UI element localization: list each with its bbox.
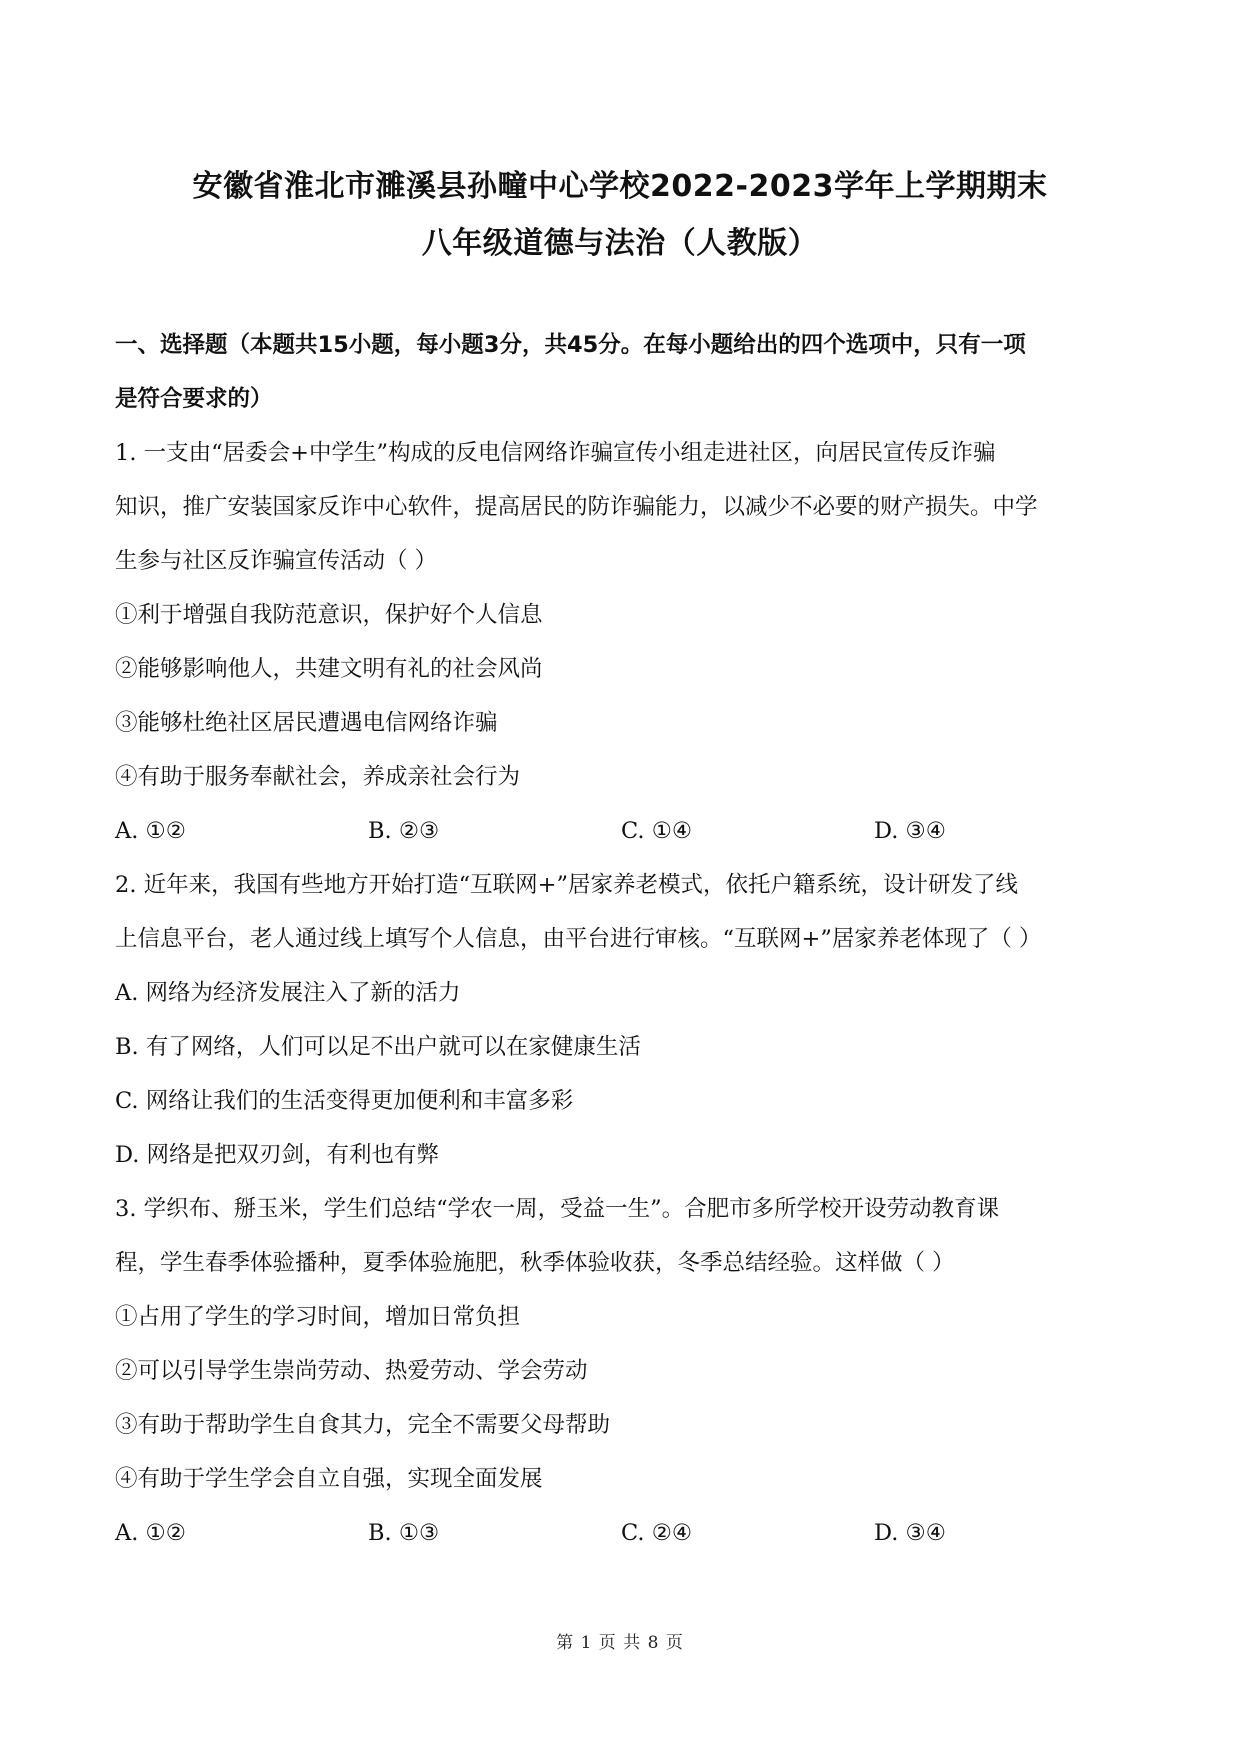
- title-line-1: 安徽省淮北市濉溪县孙疃中心学校2022-2023学年上学期期末: [192, 169, 1048, 204]
- question-1-stem-line: 生参与社区反诈骗宣传活动（ ）: [115, 548, 438, 574]
- title-line-2: 八年级道德与法治（人教版）: [421, 226, 819, 261]
- exam-title: [0, 158, 1240, 272]
- question-2-choice-c: C. 网络让我们的生活变得更加便利和丰富多彩: [115, 1088, 574, 1114]
- question-1-stem-line: 1. 一支由“居委会+中学生”构成的反电信网络诈骗宣传小组走进社区，向居民宣传反诈骗: [115, 440, 996, 466]
- option-d: D. ③④: [874, 1520, 946, 1546]
- question-2-choice-a: A. 网络为经济发展注入了新的活力: [115, 980, 461, 1006]
- option-c: C. ①④: [621, 818, 693, 844]
- question-1-statement: ②能够影响他人，共建文明有礼的社会风尚: [115, 656, 543, 682]
- option-a: A. ①②: [115, 818, 186, 844]
- question-1-stem-line: 知识，推广安装国家反诈中心软件，提高居民的防诈骗能力，以减少不必要的财产损失。中学: [115, 494, 1038, 520]
- question-3-stem-line: 3. 学织布、掰玉米，学生们总结“学农一周，受益一生”。合肥市多所学校开设劳动教育课: [115, 1196, 1000, 1222]
- option-b: B. ②③: [368, 818, 440, 844]
- question-2-choice-b: B. 有了网络，人们可以足不出户就可以在家健康生活: [115, 1034, 641, 1060]
- option-d: D. ③④: [874, 818, 946, 844]
- page-footer: 第 1 页 共 8 页: [556, 1633, 684, 1653]
- question-3-options: [115, 1506, 1130, 1560]
- question-3-statement: ①占用了学生的学习时间，增加日常负担: [115, 1304, 521, 1330]
- question-3-statement: ②可以引导学生崇尚劳动、热爱劳动、学会劳动: [115, 1358, 588, 1384]
- option-a: A. ①②: [115, 1520, 186, 1546]
- section-heading-cont: 是符合要求的）: [115, 386, 273, 412]
- section-heading: 一、选择题（本题共15小题，每小题3分，共45分。在每小题给出的四个选项中，只有一项: [115, 332, 1026, 358]
- question-3: [115, 1182, 1130, 1560]
- question-1-statement: ④有助于服务奉献社会，养成亲社会行为: [115, 764, 521, 790]
- question-3-statement: ④有助于学生学会自立自强，实现全面发展: [115, 1466, 543, 1492]
- question-1-options: [115, 804, 1130, 858]
- exam-content: [115, 318, 1130, 1560]
- question-1-statement: ①利于增强自我防范意识，保护好个人信息: [115, 602, 543, 628]
- question-2-stem-line: 上信息平台，老人通过线上填写个人信息，由平台进行审核。“互联网+”居家养老体现了（ ）: [115, 926, 1042, 952]
- option-b: B. ①③: [368, 1520, 440, 1546]
- question-2: [115, 858, 1130, 1182]
- option-c: C. ②④: [621, 1520, 693, 1546]
- question-3-stem-line: 程，学生春季体验播种，夏季体验施肥，秋季体验收获，冬季总结经验。这样做（ ）: [115, 1250, 955, 1276]
- question-2-stem-line: 2. 近年来，我国有些地方开始打造“互联网+”居家养老模式，依托户籍系统，设计研发了线: [115, 872, 1018, 898]
- question-3-statement: ③有助于帮助学生自食其力，完全不需要父母帮助: [115, 1412, 611, 1438]
- question-1-statement: ③能够杜绝社区居民遭遇电信网络诈骗: [115, 710, 498, 736]
- question-1: [115, 426, 1130, 858]
- question-2-choice-d: D. 网络是把双刃剑，有利也有弊: [115, 1142, 440, 1168]
